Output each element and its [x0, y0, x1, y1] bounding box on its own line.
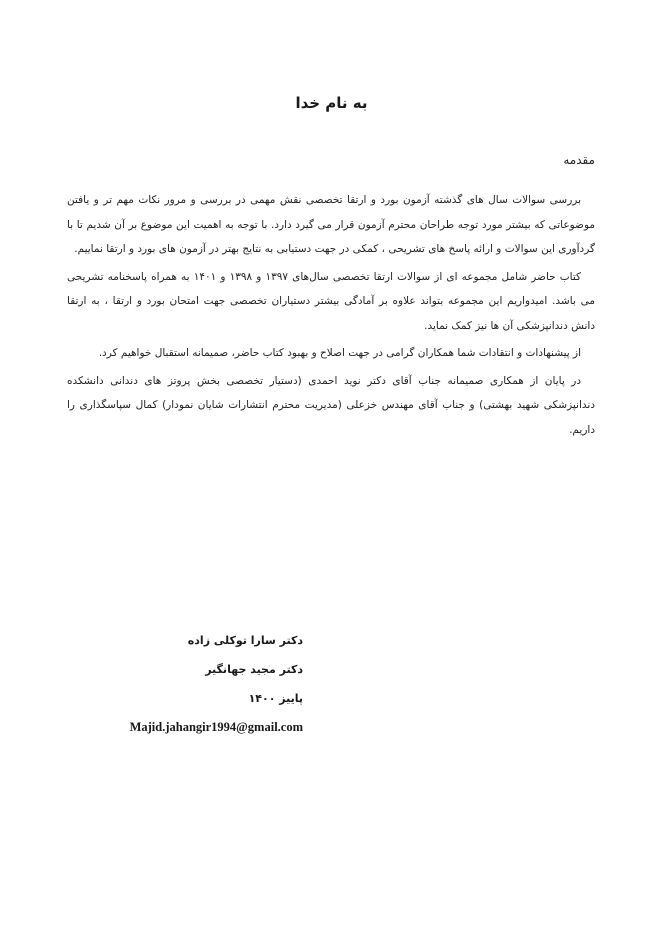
- body-text: [67, 188, 595, 445]
- paragraph-1: بررسی سوالات سال های گذشته آزمون بورد و ارتقا تخصصی نقش مهمی در بررسی و مرور نکات مهم تر و یافتن موضوعاتی که بیشتر مورد توجه طراحان محترم آزمون قرار می گیرد دارد. با توجه به اهمیت این موضوع بر آن شدیم تا با گردآوری این سوالات و ارائه پاسخ های تشریحی ، کمکی در جهت دستیابی به نتایج بهتر در آزمون های بورد و ارتقا نماییم.: [67, 194, 595, 255]
- author-email: Majid.jahangir1994@gmail.com: [129, 720, 303, 734]
- page-title: به نام خدا: [295, 94, 368, 112]
- signature-block: [0, 626, 303, 742]
- author-name-2: دکتر مجید جهانگیر: [205, 663, 303, 676]
- paragraph-4: در پایان از همکاری صمیمانه جناب آقای دکتر نوید احمدی (دستیار تخصصی بخش پروتز های دندانی دانشکده دندانپزشکی شهید بهشتی) و جناب آقای مهندس خزعلی (مدیریت محترم انتشارات شایان نمودار) کمال سپاسگذاری را داریم.: [67, 374, 595, 436]
- signature-date: پاییز ۱۴۰۰: [248, 692, 303, 705]
- paragraph-3: از پیشنهادات و انتقادات شما همکاران گرامی در جهت اصلاح و بهبود کتاب حاضر، صمیمانه استقبال خواهیم کرد.: [98, 347, 581, 359]
- author-name-1: دکتر سارا توکلی زاده: [187, 634, 303, 647]
- paragraph-2: کتاب حاضر شامل مجموعه ای از سوالات ارتقا تخصصی سال‌های ۱۳۹۷ و ۱۳۹۸ و ۱۴۰۱ به همراه پاسخنامه تشریحی می باشد. امیدواریم این مجموعه بتواند علاوه بر آمادگی بیشتر دستیاران تخصصی جهت امتحان بورد و ارتقا ، به ارتقا دانش دندانپزشکی آن ها نیز کمک نماید.: [67, 270, 595, 332]
- section-heading: مقدمه: [563, 153, 595, 167]
